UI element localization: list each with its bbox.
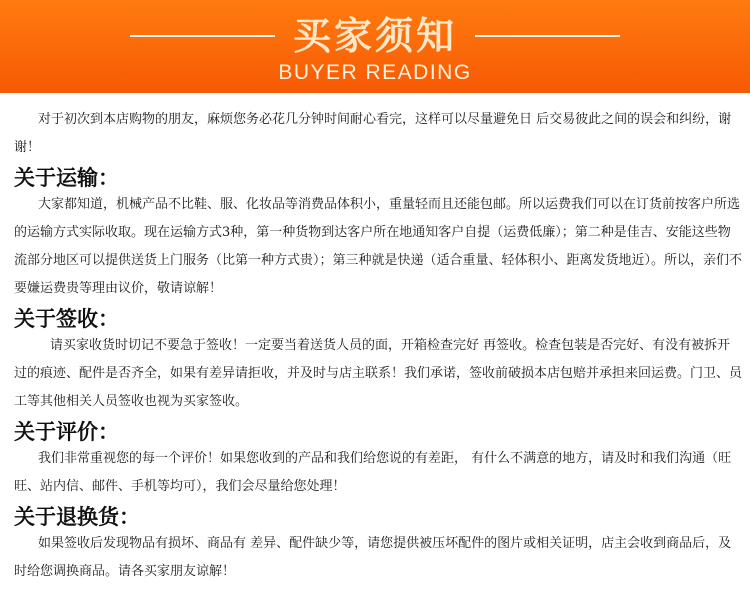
section-body-reviews: 我们非常重视您的每一个评价！如果您收到的产品和我们给您说的有差距， 有什么不满意的地方，请及时和我们沟通（旺旺、站内信、邮件、手机等均可），我们会尽量给您处理！ (14, 451, 732, 494)
section-heading-reviews: 关于评价： (14, 419, 119, 444)
header-banner (0, 0, 750, 93)
page-title: 买家须知 (292, 14, 457, 58)
intro-paragraph: 对于初次到本店购物的朋友，麻烦您务必花几分钟时间耐心看完，这样可以尽量避免日 后交易彼此之间的误会和纠纷，谢谢！ (14, 112, 732, 155)
section-heading-shipping: 关于运输： (14, 165, 119, 190)
section-body-returns: 如果签收后发现物品有损坏、商品有 差异、配件缺少等，请您提供被压坏配件的图片或相关证明，店主会收到商品后，及时给您调换商品。请各买家朋友谅解！ (14, 536, 732, 579)
section-body-shipping: 大家都知道，机械产品不比鞋、服、化妆品等消费品体积小，重量轻而且还能包邮。所以运费我们可以在订货前按客户所选的运输方式实际收取。现在运输方式3种，第一种货物到达客户所在地通知客户自提（运费低廉）；第二种是佳吉、安能这些物流部分地区可以提供送货上门服务（比第一种方式贵）；第三种就是快递（适合重量、轻体积小、距离发货地近）。所以，亲们不要嫌运费贵等理由议价，敬请谅解！ (14, 197, 743, 296)
section-body-signing: 请买家收货时切记不要急于签收！一定要当着送货人员的面，开箱检查完好 再签收。检查包装是否完好、有没有被拆开过的痕迹、配件是否齐全，如果有差异请拒收，并及时与店主联系！我们承诺，签收前破损本店包赔并承担来回运费。门卫、员工等其他相关人员签收也视为买家签收。 (14, 338, 743, 409)
title-row (0, 14, 750, 58)
page-subtitle: BUYER READING (278, 61, 472, 84)
notice-content (0, 106, 750, 586)
left-divider-line (130, 35, 275, 37)
right-divider-line (475, 35, 620, 37)
section-heading-signing: 关于签收： (14, 306, 119, 331)
section-heading-returns: 关于退换货： (14, 504, 140, 529)
